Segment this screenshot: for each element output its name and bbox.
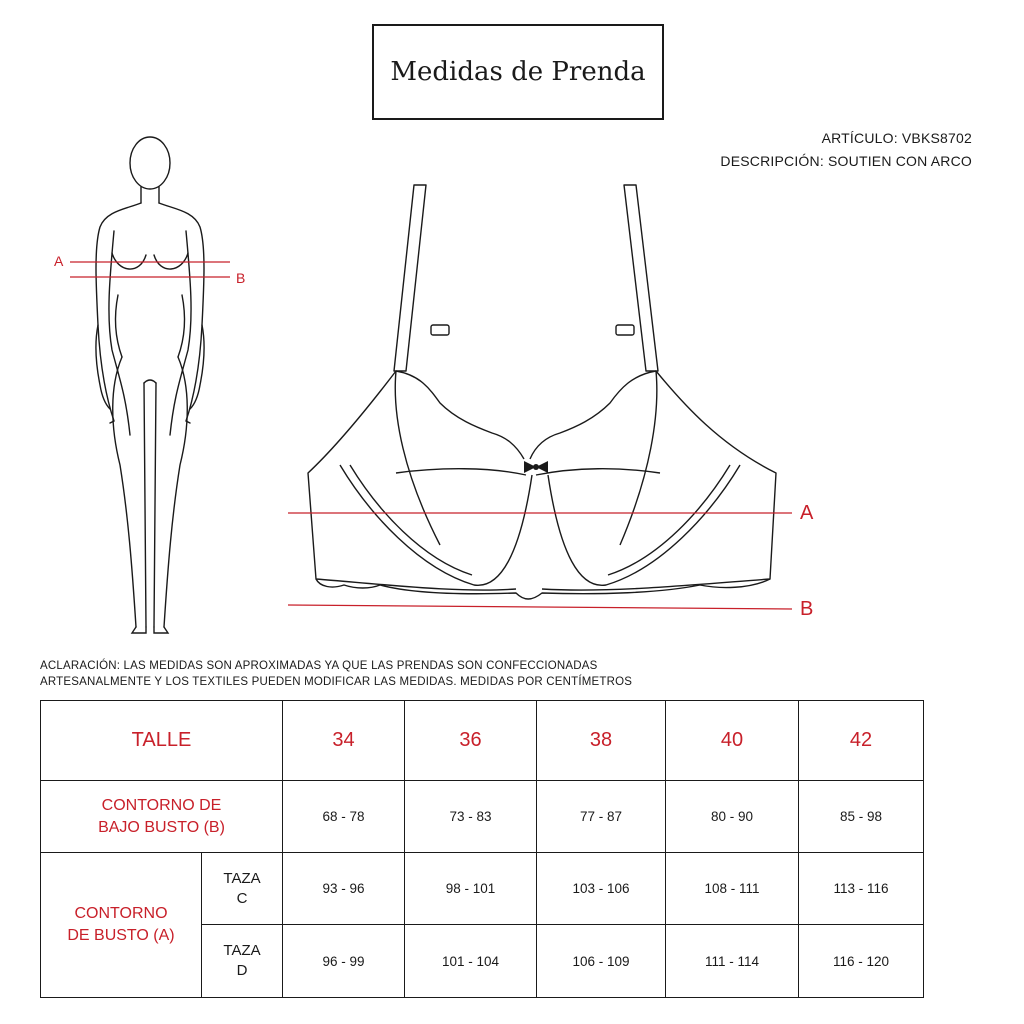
- taza-c-42: 113 - 116: [799, 853, 924, 925]
- body-figure-illustration: [40, 135, 270, 640]
- taza-c-40: 108 - 111: [666, 853, 799, 925]
- taza-d-36: 101 - 104: [405, 925, 537, 998]
- figure-label-b: B: [236, 270, 246, 286]
- size-table: [40, 700, 924, 998]
- taza-d-40: 111 - 114: [666, 925, 799, 998]
- taza-c-38: 103 - 106: [537, 853, 666, 925]
- taza-c-34: 93 - 96: [283, 853, 405, 925]
- table-row-bajo-busto: [41, 781, 924, 853]
- taza-c-36: 98 - 101: [405, 853, 537, 925]
- page-title: Medidas de Prenda: [390, 57, 646, 87]
- taza-d-42: 116 - 120: [799, 925, 924, 998]
- bajo-busto-36: 73 - 83: [405, 781, 537, 853]
- taza-d-34: 96 - 99: [283, 925, 405, 998]
- figure-label-a: A: [54, 253, 64, 269]
- taza-c-label: [202, 853, 283, 925]
- article-code: ARTÍCULO: VBKS8702: [821, 130, 972, 146]
- busto-label-line2: DE BUSTO (A): [67, 927, 175, 944]
- bow-icon: [524, 461, 548, 473]
- taza-c-line1: TAZA: [223, 869, 261, 887]
- bajo-busto-40: 80 - 90: [666, 781, 799, 853]
- disclaimer-note: [40, 658, 800, 690]
- taza-d-line2: D: [236, 962, 248, 979]
- taza-d-38: 106 - 109: [537, 925, 666, 998]
- bajo-busto-38: 77 - 87: [537, 781, 666, 853]
- bra-label-b: B: [800, 598, 814, 620]
- taza-d-label: [202, 925, 283, 998]
- size-38: 38: [537, 701, 666, 781]
- note-line-1: ACLARACIÓN: LAS MEDIDAS SON APROXIMADAS YA QUE LAS PRENDAS SON CONFECCIONADAS: [40, 660, 598, 672]
- busto-label: [41, 853, 202, 998]
- note-line-2: ARTESANALMENTE Y LOS TEXTILES PUEDEN MODIFICAR LAS MEDIDAS. MEDIDAS POR CENTÍMETROS: [40, 676, 633, 688]
- table-row-header: [41, 701, 924, 781]
- table-row-taza-c: [41, 853, 924, 925]
- bajo-busto-label-line1: CONTORNO DE: [101, 796, 222, 814]
- bra-illustration: [280, 175, 840, 625]
- title-box: [372, 24, 664, 120]
- article-description: DESCRIPCIÓN: SOUTIEN CON ARCO: [720, 153, 972, 169]
- talle-header: TALLE: [41, 701, 283, 781]
- size-42: 42: [799, 701, 924, 781]
- bra-label-a: A: [800, 502, 814, 524]
- size-34: 34: [283, 701, 405, 781]
- bra-line-b: [288, 605, 792, 609]
- taza-d-line1: TAZA: [223, 942, 261, 959]
- busto-label-line1: CONTORNO: [74, 905, 168, 922]
- bajo-busto-label-line2: BAJO BUSTO (B): [98, 818, 225, 836]
- taza-c-line2: C: [236, 889, 248, 907]
- size-40: 40: [666, 701, 799, 781]
- bajo-busto-label: [41, 781, 283, 853]
- bajo-busto-34: 68 - 78: [283, 781, 405, 853]
- size-36: 36: [405, 701, 537, 781]
- bajo-busto-42: 85 - 98: [799, 781, 924, 853]
